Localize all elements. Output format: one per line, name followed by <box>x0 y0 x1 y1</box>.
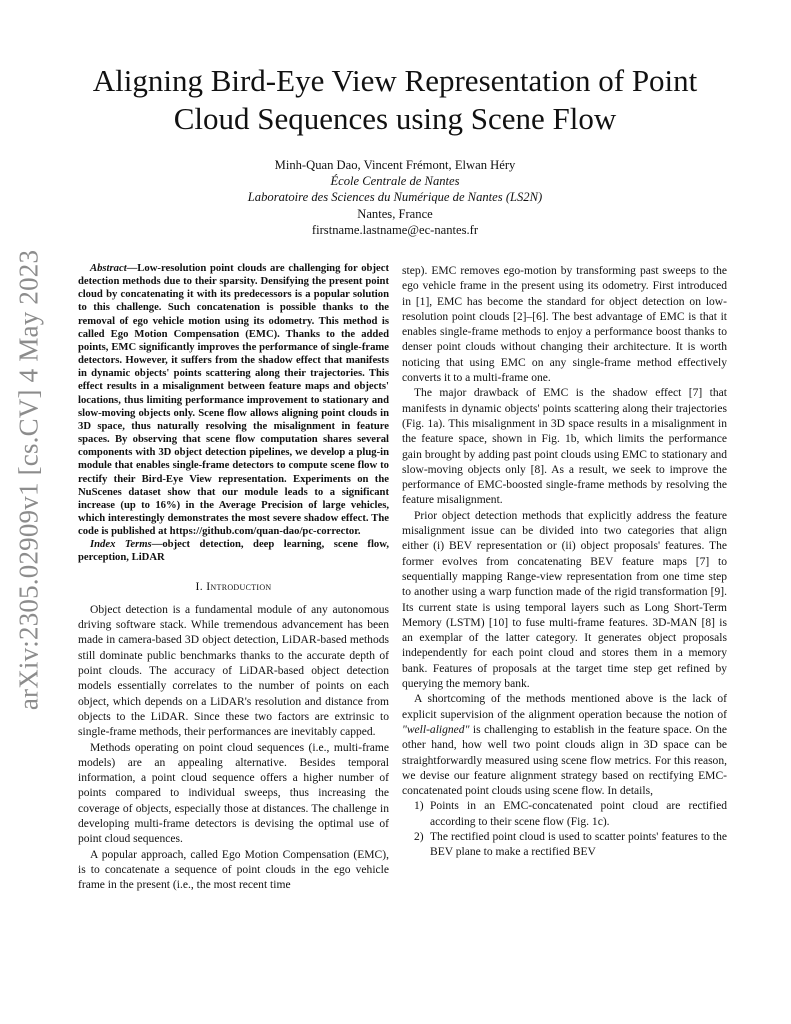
paper-title: Aligning Bird-Eye View Representation of Point Cloud Sequences using Scene Flow <box>92 63 698 136</box>
list-item-number: 2) <box>414 830 424 843</box>
index-terms <box>78 538 389 564</box>
affiliation-school: École Centrale de Nantes <box>330 174 460 189</box>
intro-paragraph-5: Prior object detection methods that explicitly address the feature misalignment issue can be divided into two categories that align either (i) BEV representation or (ii) object proposals' features. The former evolves from concatenating BEV feature maps [7] to sequentially mapping Range-view representation from one time step to another using a warp function made of the rigid transformation [9]. Its current state is using temporal layers such as Long Short-Term Memory (LSTM) [10] to fuse multi-frame features. 3D-MAN [8] is an exemplar of the latter category. It generates object proposals independently for each point cloud and stores them in a memory bank. Features of proposals at the target time step get refined by querying the memory bank. <box>402 509 727 691</box>
contribution-list <box>402 799 727 860</box>
arxiv-identifier-stamp <box>7 249 51 711</box>
affiliation-lab: Laboratoire des Sciences du Numérique de Nantes (LS2N) <box>247 190 543 205</box>
intro-paragraph-4: The major drawback of EMC is the shadow effect [7] that manifests in dynamic objects' points scattering along their trajectories (Fig. 1a). This misalignment in 3D space results in a misalignment in the feature space, shown in Fig. 1b, which limits the performance gain brought by adding past point clouds using EMC to stationary and slow-moving objects only [8]. As a result, we seek to improve the performance of EMC-boosted single-frame methods by resolving the feature misalignment. <box>402 387 727 507</box>
list-item-text: Points in an EMC-concatenated point cloud are rectified according to their scene flow (Fig. 1c). <box>430 800 727 828</box>
affiliation-location: Nantes, France <box>357 206 433 221</box>
list-item <box>402 830 727 861</box>
section-title: Introduction <box>206 578 272 593</box>
author-names: Minh-Quan Dao, Vincent Frémont, Elwan Héry <box>274 158 516 172</box>
index-terms-text: —object detection, deep learning, scene flow, perception, LiDAR <box>78 539 389 564</box>
intro-paragraph-3-continued: step). EMC removes ego-motion by transforming past sweeps to the ego vehicle frame in the present using its odometry. First introduced in [1], EMC has become the standard for object detection on low-resolution point clouds [2]–[6]. The best advantage of EMC is that it enables single-frame methods to enjoy a performance boost thanks to denser point clouds without changing their architecture. It is worth noticing that using EMC on any single-frame method effectively converts it to a multi-frame one. <box>402 265 727 385</box>
list-item-number: 1) <box>414 800 424 813</box>
abstract-heading: Abstract <box>90 263 127 274</box>
intro-paragraph-1: Object detection is a fundamental module of any autonomous driving software stack. While tremendous advancement has been made in camera-based 3D object detection, LiDAR-based methods still dominate public benchmarks thanks to the accurate depth of point clouds. The accuracy of LiDAR-based object detection models essentially correlates to the number of points on each object, which depends on a LiDAR's resolution and distance from objects to the LiDAR. Since these two factors are extrinsic to single-frame methods, their performances are inevitably capped. <box>78 603 389 739</box>
intro-paragraph-2: Methods operating on point cloud sequences (i.e., multi-frame models) are an appealing alternative. Besides temporal information, a point cloud sequence offers a higher number of points compared to individual sweeps, thus increasing the coverage of objects, especially those at distances. The challenge in developing multi-frame detectors is devising the optimal use of point cloud sequences. <box>78 741 389 846</box>
index-terms-heading: Index Terms <box>90 539 152 551</box>
list-item <box>402 799 727 830</box>
right-column <box>402 264 727 861</box>
author-email: firstname.lastname@ec-nantes.fr <box>311 222 479 237</box>
paragraph-6-part-a: A shortcoming of the methods mentioned above is the lack of explicit supervision of the alignment operation because the notion of <box>402 693 727 721</box>
abstract <box>78 262 389 538</box>
section-heading-introduction <box>78 579 389 594</box>
intro-paragraph-3: A popular approach, called Ego Motion Compensation (EMC), is to concatenate a sequence of point clouds in the ego vehicle frame in the present (i.e., the most recent time <box>78 848 389 892</box>
paragraph-6-part-b: is challenging to establish in the feature space. On the other hand, how well two point clouds align in 3D space can be straightforwardly measured using scene flow metrics. For this reason, we devise our feature alignment strategy based on rectifying EMC-concatenated point clouds using scene flow. In details, <box>402 723 727 798</box>
paragraph-6-emphasis: "well-aligned" <box>402 723 470 736</box>
intro-paragraph-6 <box>402 692 727 799</box>
list-item-text: The rectified point cloud is used to scatter points' features to the BEV plane to make a rectified BEV <box>430 830 727 859</box>
left-column <box>78 262 389 894</box>
abstract-text: —Low-resolution point clouds are challenging for object detection methods due to their sparsity. Densifying the present point cloud by concatenating it with its predecessors is a popular solution to this challenge. Such concatenation is possible thanks to the removal of ego vehicle motion using its odometry. This method is called Ego Motion Compensation (EMC). Thanks to the added points, EMC significantly improves the performance of single-frame detectors. However, it suffers from the shadow effect that manifests in dynamic objects' points scattering along their trajectories. This effect results in a misalignment between feature maps and objects' locations, thus limiting performance improvement to stationary and slow-moving objects only. Scene flow allows aligning point clouds in 3D space, thus naturally resolving the misalignment in feature spaces. By observing that scene flow computation shares several components with 3D object detection pipelines, we develop a plug-in module that enables single-frame detectors to compute scene flow to rectify their Bird-Eye View representation. Experiments on the NuScenes dataset show that our module leads to a significant increase (up to 16%) in the Average Precision of large vehicles, which interestingly demonstrates the most severe shadow effect. The code is published at https://github.com/quan-dao/pc-corrector. <box>78 263 389 538</box>
author-block <box>60 157 730 238</box>
section-numeral: I. <box>195 578 207 593</box>
arxiv-identifier-text: arXiv:2305.02909v1 [cs.CV] 4 May 2023 <box>13 249 44 711</box>
